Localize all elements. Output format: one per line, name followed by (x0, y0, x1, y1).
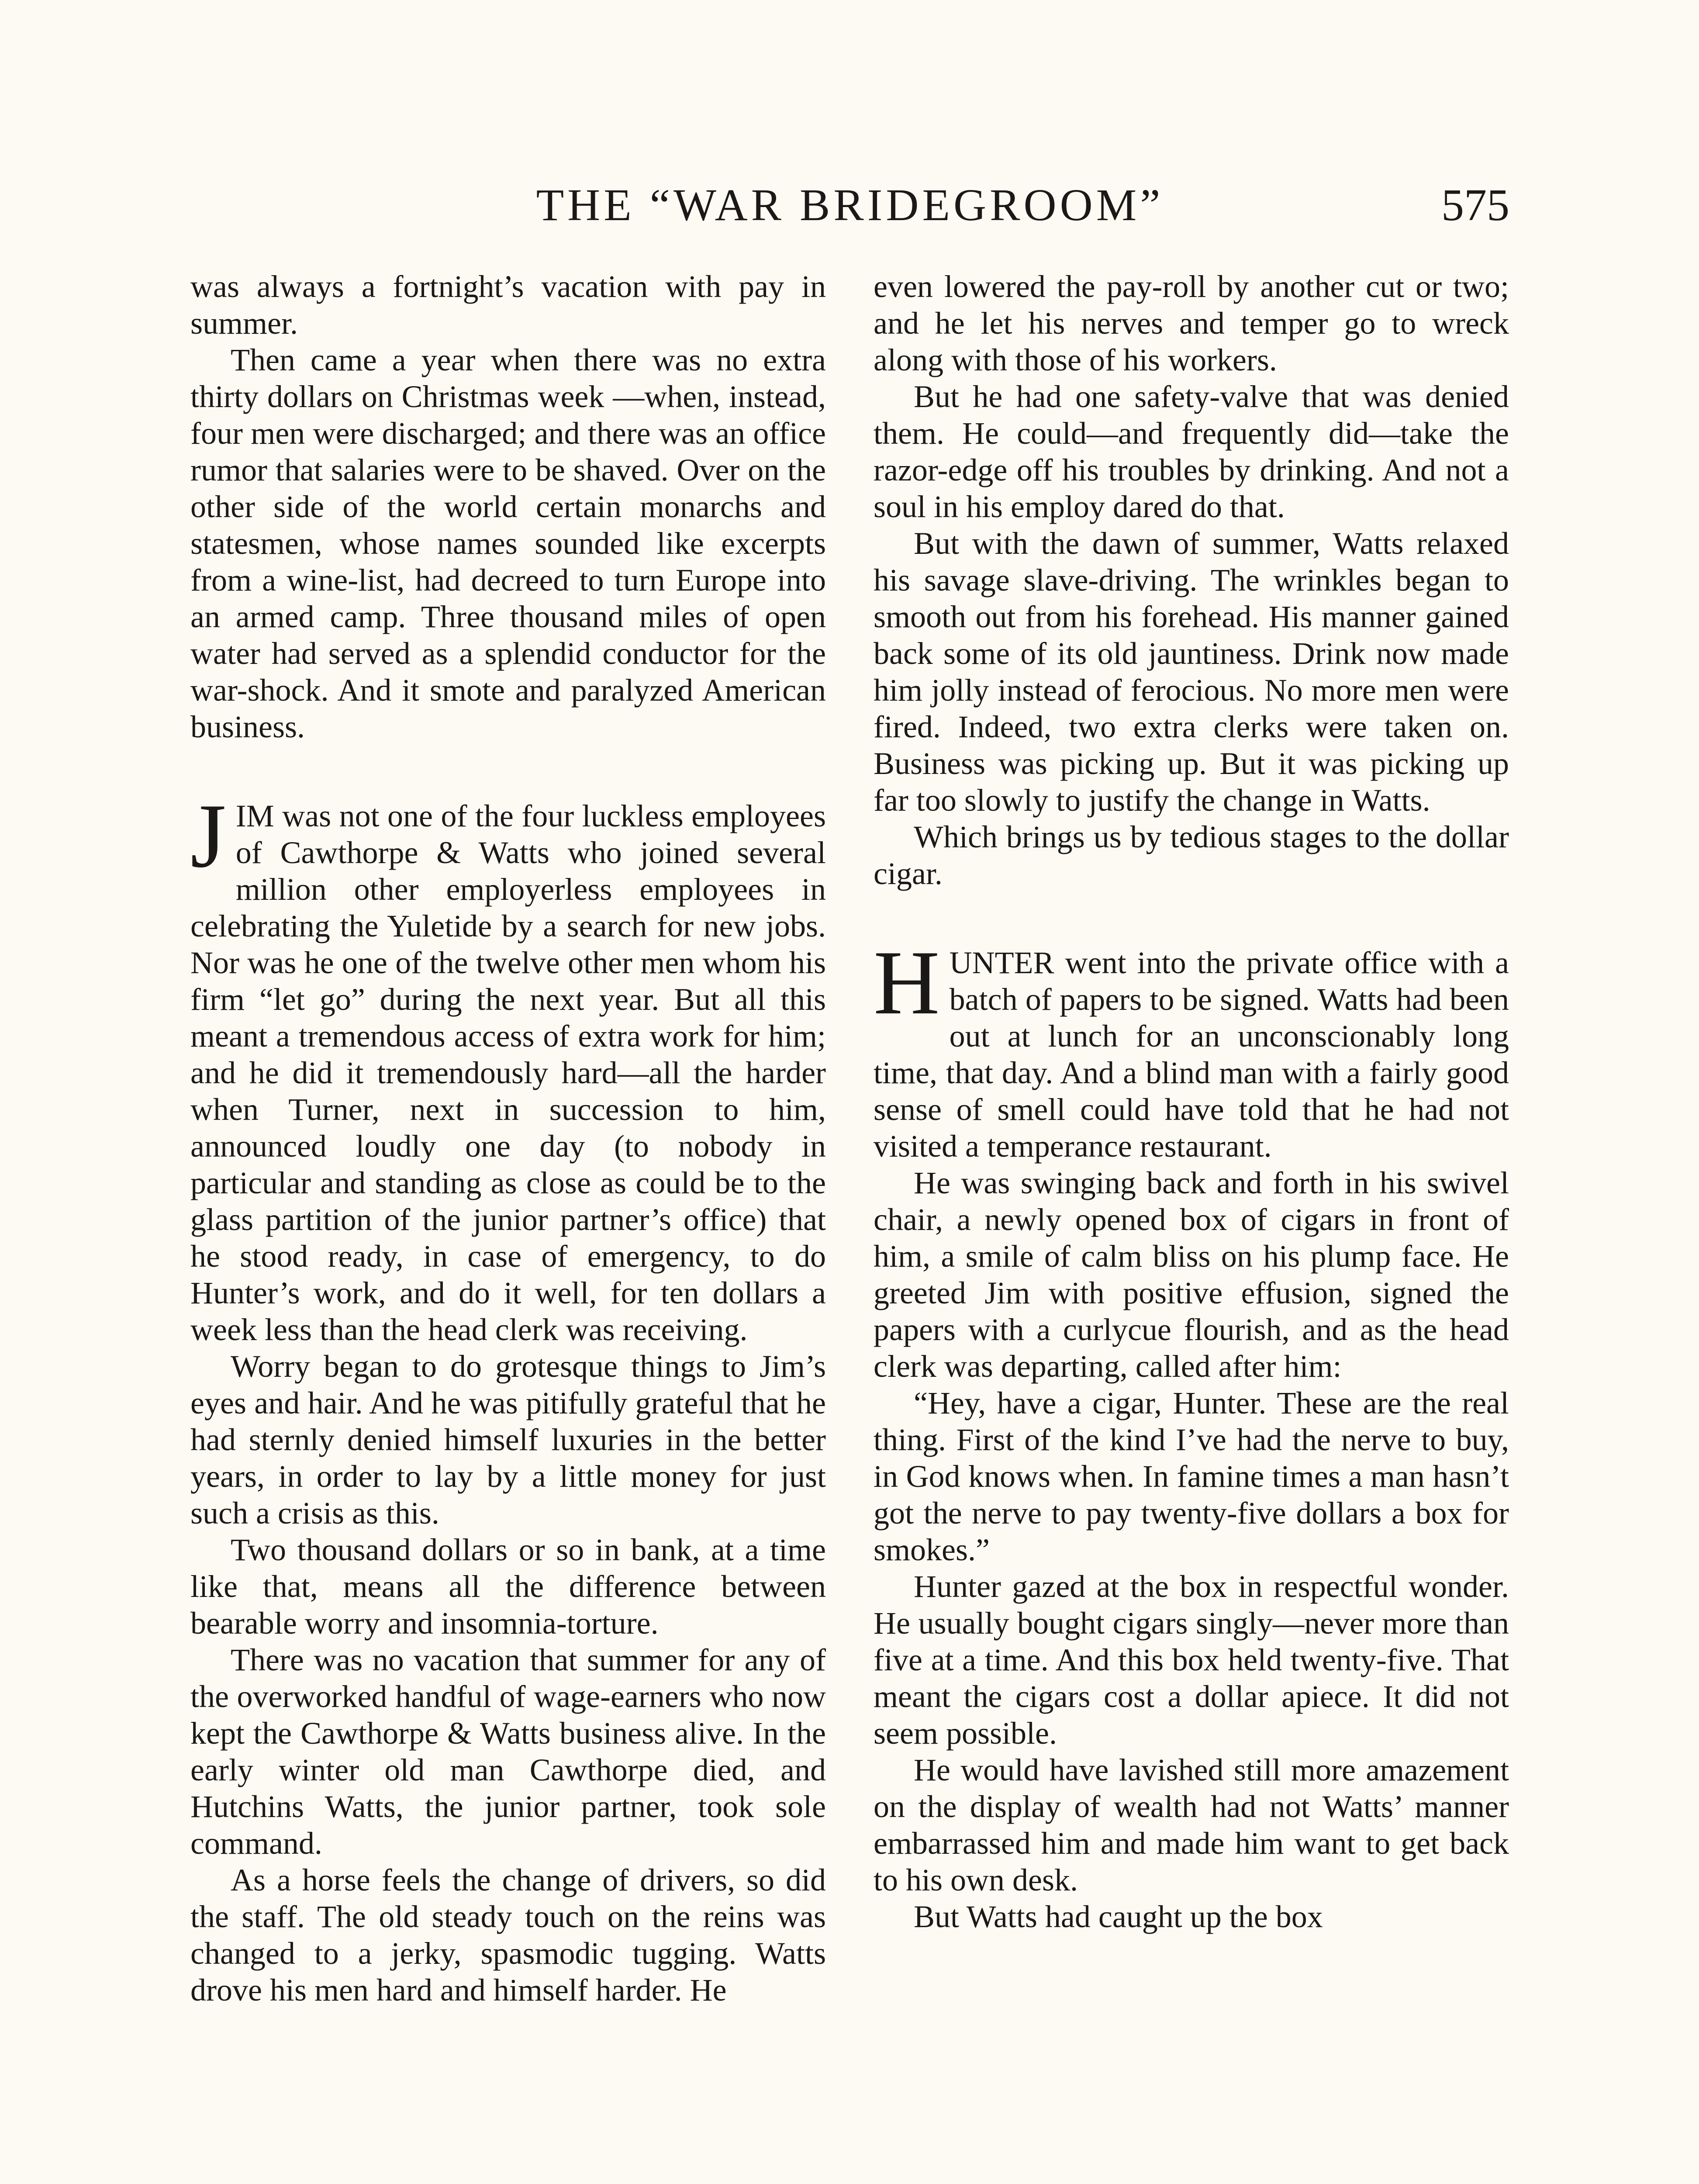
left-column (190, 268, 826, 2008)
page-number: 575 (1441, 180, 1509, 230)
section-paragraph (190, 785, 826, 1348)
paragraph: was always a fortnight’s vacation with pay in summer. (190, 269, 826, 341)
paragraph: But Watts had caught up the box (914, 1899, 1323, 1934)
paragraph: He would have lavished still more amazement on the display of wealth had not Watts’ manner embarrassed him and made him want to get back to his own desk. (874, 1752, 1509, 1897)
paragraph: Worry began to do grotesque things to Jim’s eyes and hair. And he was pitifully grateful that he had sternly denied himself luxuries in the better years, in order to lay by a little money for just such a crisis as this. (190, 1349, 826, 1531)
paragraph: As a horse feels the change of drivers, so did the staff. The old steady touch on the reins was changed to a jerky, spasmodic tugging. Watts drove his men hard and himself harder. He (190, 1863, 826, 2008)
drop-cap: H (874, 932, 940, 1033)
right-column (874, 268, 1509, 1935)
drop-cap: J (190, 785, 226, 887)
paragraph: There was no vacation that summer for any of the overworked handful of wage-earners who now kept the Cawthorpe & Watts business alive. In the early winter old man Cawthorpe died, and Hutchins Watts, the junior partner, took sole command. (190, 1642, 826, 1861)
paragraph: “Hey, have a cigar, Hunter. These are the real thing. First of the kind I’ve had the nerve to buy, in God knows when. In famine times a man hasn’t got the nerve to pay twenty-five dollars a box for smokes.” (874, 1386, 1509, 1567)
page-header (190, 175, 1509, 236)
paragraph: But he had one safety-valve that was denied them. He could—and frequently did—take the razor-edge off his troubles by drinking. And not a soul in his employ dared do that. (874, 379, 1509, 524)
running-title: THE “WAR BRIDEGROOM” (536, 180, 1164, 230)
paragraph: even lowered the pay-roll by another cut or two; and he let his nerves and temper go to wreck along with those of his workers. (874, 269, 1509, 377)
section-paragraph (874, 932, 1509, 1165)
paragraph: Then came a year when there was no extra thirty dollars on Christmas week —when, instead, four men were discharged; and there was an office rumor that salaries were to be shaved. Over on the other side of the world certain monarchs and statesmen, whose names sounded like excerpts from a wine-list, had decreed to turn Europe into an armed camp. Three thousand miles of open water had served as a splendid conductor for the war-shock. And it smote and paralyzed American business. (190, 342, 826, 744)
paragraph-text: UNTER went into the private office with a batch of papers to be signed. Watts had been out at lunch for an unconscionably long time, that day. And a blind man with a fairly good sense of smell could have told that he had not visited a temperance restaurant. (874, 945, 1509, 1164)
paragraph: Which brings us by tedious stages to the dollar cigar. (874, 819, 1509, 891)
paragraph: He was swinging back and forth in his swivel chair, a newly opened box of cigars in front of him, a smile of calm bliss on his plump face. He greeted Jim with positive effusion, signed the papers with a curlycue flourish, and as the head clerk was departing, called after him: (874, 1165, 1509, 1384)
paragraph: Hunter gazed at the box in respectful wonder. He usually bought cigars singly—never more than five at a time. And this box held twenty-five. That meant the cigars cost a dollar apiece. It did not seem possible. (874, 1569, 1509, 1751)
paragraph: But with the dawn of summer, Watts relaxed his savage slave-driving. The wrinkles began to smooth out from his forehead. His manner gained back some of its old jauntiness. Drink now made him jolly instead of ferocious. No more men were fired. Indeed, two extra clerks were taken on. Business was picking up. But it was picking up far too slowly to justify the change in Watts. (874, 526, 1509, 818)
paragraph-text: IM was not one of the four luckless employees of Cawthorpe & Watts who joined several million other employerless employees in celebrating the Yuletide by a search for new jobs. Nor was he one of the twelve other men whom his firm “let go” during the next year. But all this meant a tremendous access of extra work for him; and he did it tremendously hard—all the harder when Turner, next in succession to him, announced loudly one day (to nobody in particular and standing as close as could be to the glass partition of the junior partner’s office) that he stood ready, in case of emergency, to do Hunter’s work, and do it well, for ten dollars a week less than the head clerk was receiving. (190, 798, 826, 1347)
paragraph: Two thousand dollars or so in bank, at a time like that, means all the difference between bearable worry and insomnia-torture. (190, 1532, 826, 1641)
